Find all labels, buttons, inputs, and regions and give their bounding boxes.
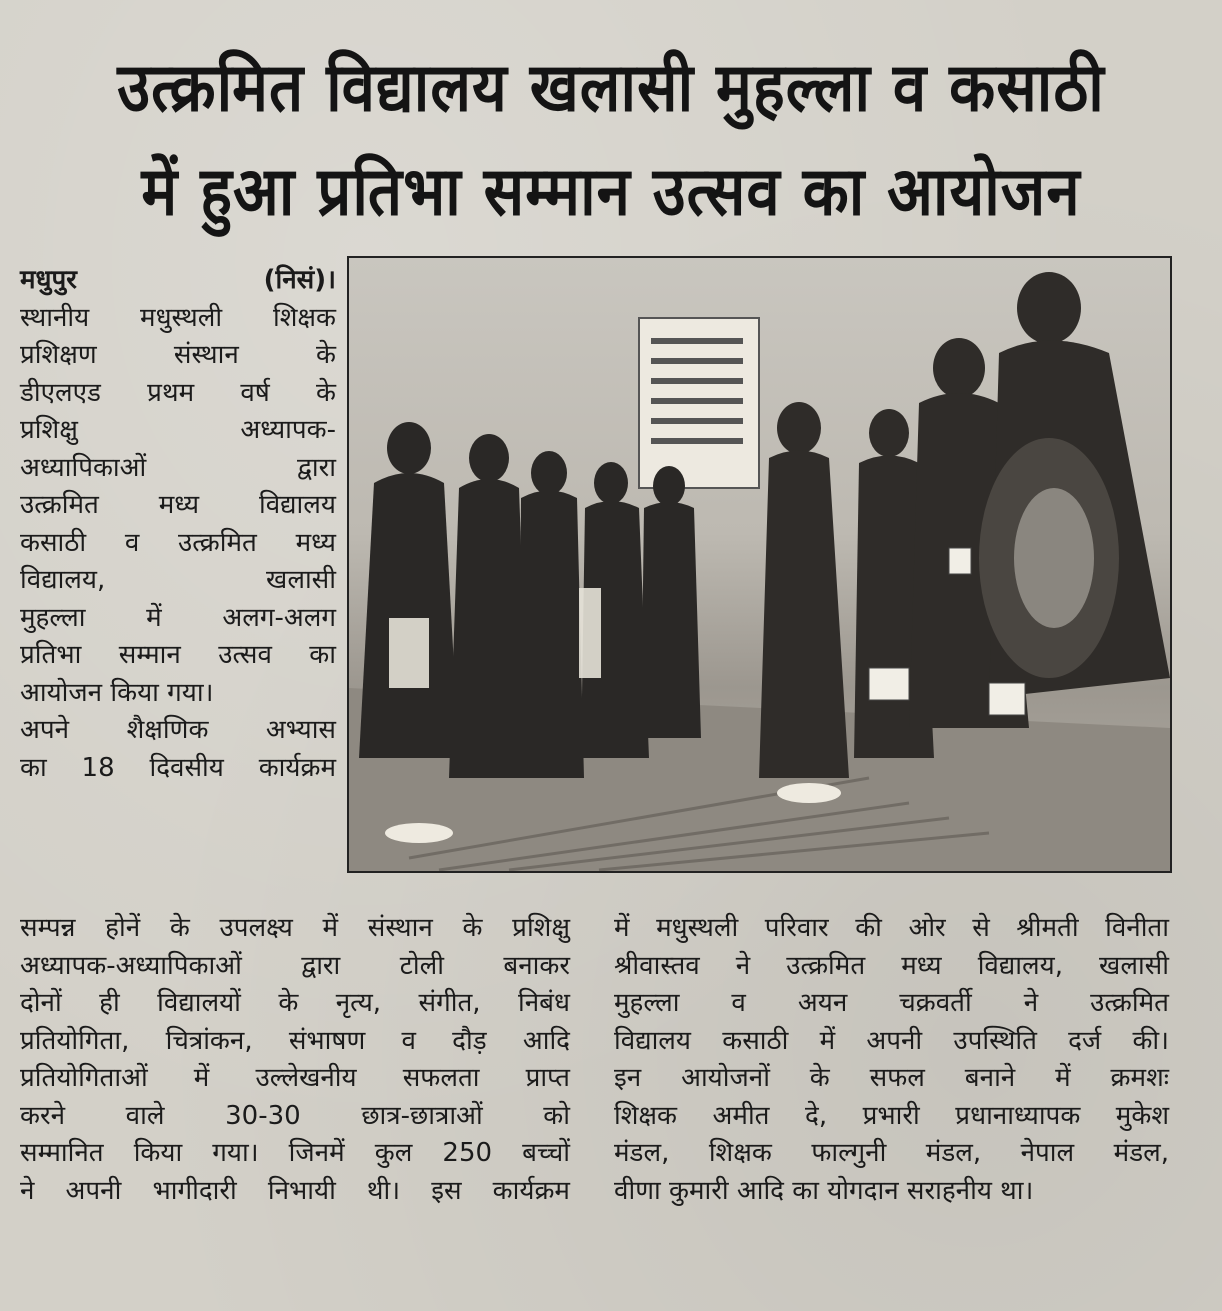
bottom-right-column: [614, 910, 1169, 1210]
left-line: आयोजन किया गया।: [20, 677, 214, 708]
body-line: मुहल्ला व अयन चक्रवर्ती ने उत्क्रमित: [614, 988, 1169, 1018]
left-line: प्रतिभा सम्मान उत्सव का: [20, 640, 336, 670]
event-photo: [347, 256, 1172, 873]
body-line: शिक्षक अमीत दे, प्रभारी प्रधानाध्यापक मुकेश: [614, 1100, 1169, 1131]
body-line: ने अपनी भागीदारी निभायी थी। इस कार्यक्रम: [20, 1175, 570, 1206]
left-line: स्थानीय मधुस्थली शिक्षक: [20, 302, 336, 333]
event-photo-drawing: [349, 258, 1170, 871]
left-line: मुहल्ला में अलग-अलग: [20, 602, 336, 633]
body-line: करने वाले 30-30 छात्र-छात्राओं को: [20, 1100, 570, 1131]
left-line: का 18 दिवसीय कार्यक्रम: [20, 752, 336, 783]
body-line: में मधुस्थली परिवार की ओर से श्रीमती विनीता: [614, 913, 1169, 943]
body-line: श्रीवास्तव ने उत्क्रमित मध्य विद्यालय, खलासी: [614, 950, 1169, 981]
left-line: प्रशिक्षण संस्थान के: [20, 340, 336, 370]
left-line: अपने शैक्षणिक अभ्यास: [20, 715, 336, 745]
body-line: विद्यालय कसाठी में अपनी उपस्थिति दर्ज की।: [614, 1025, 1169, 1056]
left-line: विद्यालय, खलासी: [20, 565, 336, 595]
body-line: प्रतियोगिता, चित्रांकन, संभाषण व दौड़ आदि: [20, 1025, 570, 1056]
body-line: वीणा कुमारी आदि का योगदान सराहनीय था।: [614, 1175, 1034, 1206]
left-line: अध्यापिकाओं द्वारा: [20, 452, 336, 483]
left-line: प्रशिक्षु अध्यापक-: [20, 415, 336, 445]
left-column: [20, 262, 336, 787]
body-line: इन आयोजनों के सफल बनाने में क्रमशः: [614, 1063, 1169, 1093]
left-line: कसाठी व उत्क्रमित मध्य: [20, 527, 336, 558]
left-line: डीएलएड प्रथम वर्ष के: [20, 377, 336, 408]
body-line: प्रतियोगिताओं में उल्लेखनीय सफलता प्राप्त: [20, 1063, 570, 1093]
body-line: सम्पन्न होनें के उपलक्ष्य में संस्थान के प्रशिक्षु: [20, 913, 570, 943]
body-line: दोनों ही विद्यालयों के नृत्य, संगीत, निबंध: [20, 988, 570, 1018]
body-line: सम्मानित किया गया। जिनमें कुल 250 बच्चों: [20, 1138, 570, 1168]
bottom-left-column: [20, 910, 570, 1210]
headline-line-2: में हुआ प्रतिभा सम्मान उत्सव का आयोजन: [141, 152, 1081, 232]
body-line: अध्यापक-अध्यापिकाओं द्वारा टोली बनाकर: [20, 950, 570, 981]
dateline: मधुपुर (निसं)।: [20, 265, 336, 295]
body-line: मंडल, शिक्षक फाल्गुनी मंडल, नेपाल मंडल,: [614, 1138, 1169, 1168]
left-line: उत्क्रमित मध्य विद्यालय: [20, 490, 336, 520]
headline-line-1: उत्क्रमित विद्यालय खलासी मुहल्ला व कसाठी: [117, 48, 1105, 128]
